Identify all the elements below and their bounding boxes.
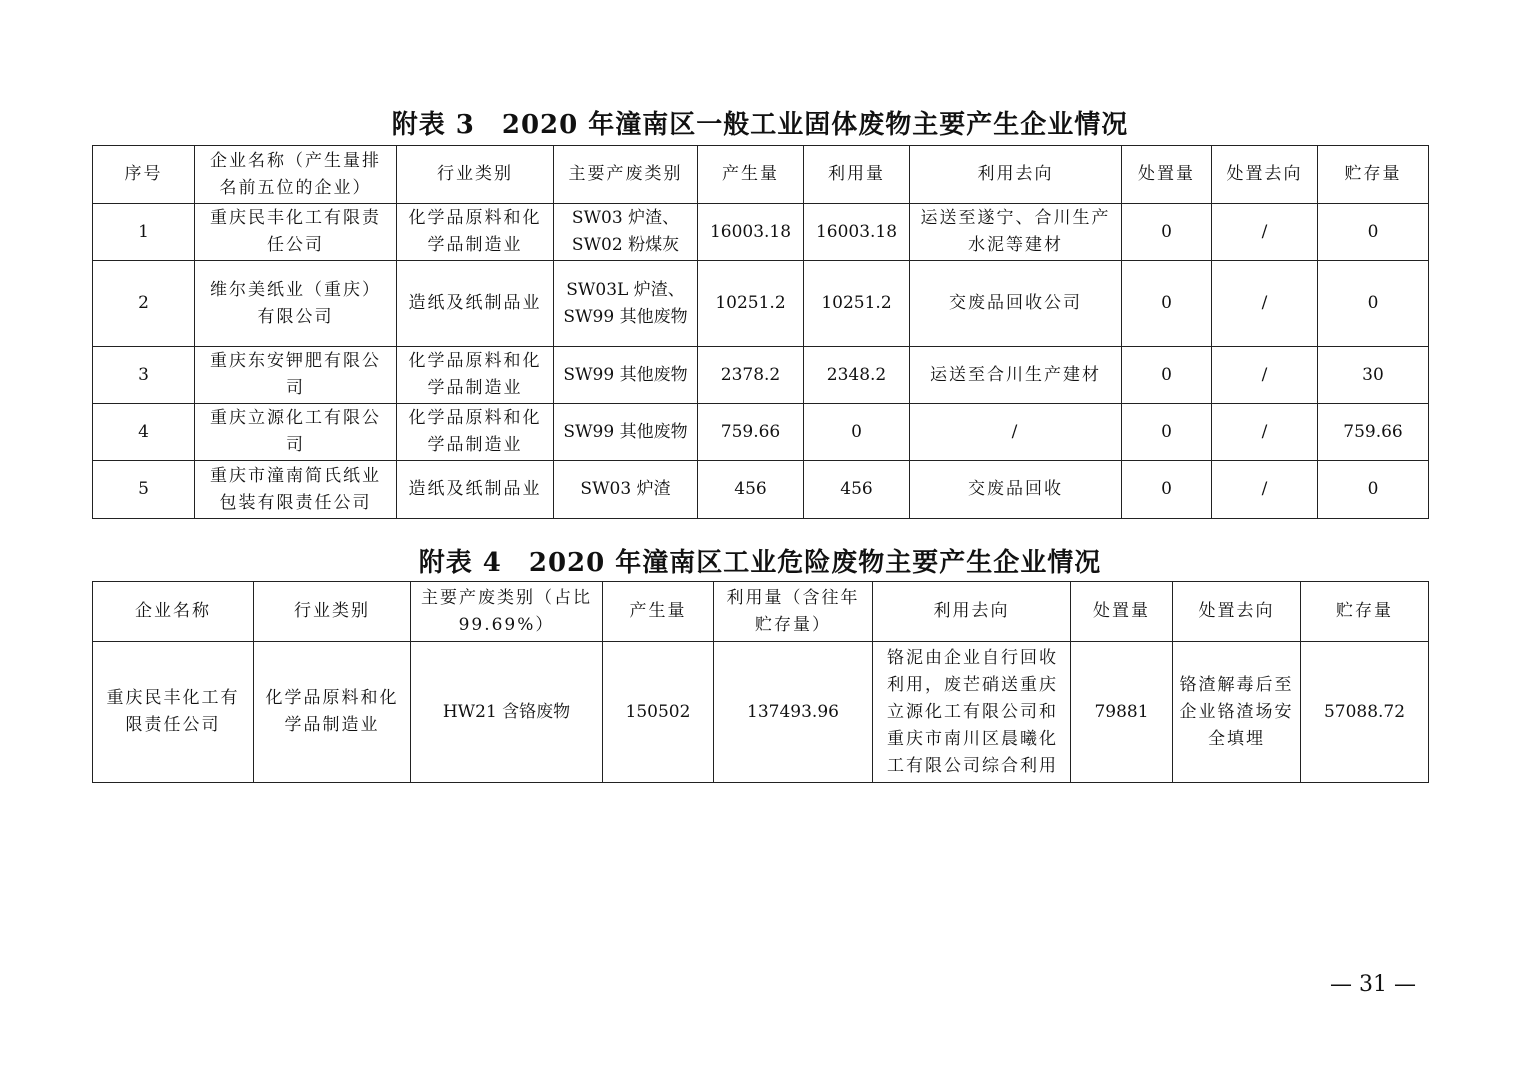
cell-waste-type: SW99 其他废物 xyxy=(554,347,698,404)
cell-disposed: 0 xyxy=(1122,347,1212,404)
cell-disposal-dest: / xyxy=(1212,204,1318,261)
col-header-disposal-dest: 处置去向 xyxy=(1173,582,1301,642)
cell-utilization-dest: 运送至遂宁、合川生产水泥等建材 xyxy=(910,204,1122,261)
cell-seq: 3 xyxy=(93,347,195,404)
cell-generated: 2378.2 xyxy=(698,347,804,404)
cell-disposed: 79881 xyxy=(1071,642,1173,783)
cell-company: 重庆民丰化工有限责任公司 xyxy=(93,642,254,783)
cell-seq: 5 xyxy=(93,461,195,519)
cell-disposal-dest: 铬渣解毒后至企业铬渣场安全填埋 xyxy=(1173,642,1301,783)
col-header-seq: 序号 xyxy=(93,146,195,204)
cell-company: 重庆市潼南简氏纸业包装有限责任公司 xyxy=(195,461,397,519)
table3 xyxy=(92,145,1429,519)
cell-generated: 150502 xyxy=(603,642,714,783)
cell-stored: 30 xyxy=(1318,347,1429,404)
table3-header-row xyxy=(93,146,1429,204)
cell-generated: 456 xyxy=(698,461,804,519)
cell-disposal-dest: / xyxy=(1212,347,1318,404)
cell-waste-type: HW21 含铬废物 xyxy=(411,642,603,783)
col-header-industry: 行业类别 xyxy=(397,146,554,204)
cell-disposed: 0 xyxy=(1122,461,1212,519)
cell-utilization-dest: 运送至合川生产建材 xyxy=(910,347,1122,404)
cell-disposal-dest: / xyxy=(1212,261,1318,347)
table-row xyxy=(93,642,1429,783)
table-row xyxy=(93,204,1429,261)
cell-utilized: 0 xyxy=(804,404,910,461)
col-header-waste-type: 主要产废类别 xyxy=(554,146,698,204)
col-header-stored: 贮存量 xyxy=(1318,146,1429,204)
cell-disposal-dest: / xyxy=(1212,404,1318,461)
col-header-generated: 产生量 xyxy=(603,582,714,642)
cell-disposed: 0 xyxy=(1122,204,1212,261)
table-row xyxy=(93,261,1429,347)
cell-stored: 759.66 xyxy=(1318,404,1429,461)
cell-utilization-dest: 交废品回收 xyxy=(910,461,1122,519)
cell-utilization-dest: 交废品回收公司 xyxy=(910,261,1122,347)
table-row xyxy=(93,347,1429,404)
cell-stored: 57088.72 xyxy=(1301,642,1429,783)
table-row xyxy=(93,461,1429,519)
cell-waste-type: SW03 炉渣、SW02 粉煤灰 xyxy=(554,204,698,261)
cell-company: 重庆民丰化工有限责任公司 xyxy=(195,204,397,261)
cell-industry: 化学品原料和化学品制造业 xyxy=(397,347,554,404)
cell-seq: 4 xyxy=(93,404,195,461)
table4 xyxy=(92,581,1429,783)
col-header-stored: 贮存量 xyxy=(1301,582,1429,642)
cell-utilized: 137493.96 xyxy=(714,642,873,783)
col-header-industry: 行业类别 xyxy=(254,582,411,642)
cell-utilized: 456 xyxy=(804,461,910,519)
cell-disposed: 0 xyxy=(1122,404,1212,461)
col-header-utilization-dest: 利用去向 xyxy=(873,582,1071,642)
col-header-company: 企业名称（产生量排名前五位的企业） xyxy=(195,146,397,204)
cell-generated: 16003.18 xyxy=(698,204,804,261)
cell-utilized: 2348.2 xyxy=(804,347,910,404)
cell-stored: 0 xyxy=(1318,204,1429,261)
table4-header-row xyxy=(93,582,1429,642)
cell-industry: 造纸及纸制品业 xyxy=(397,261,554,347)
col-header-company: 企业名称 xyxy=(93,582,254,642)
cell-company: 重庆立源化工有限公司 xyxy=(195,404,397,461)
col-header-utilization-dest: 利用去向 xyxy=(910,146,1122,204)
col-header-disposed: 处置量 xyxy=(1122,146,1212,204)
table4-title: 附表 4 2020 年潼南区工业危险废物主要产生企业情况 xyxy=(418,548,1102,578)
cell-seq: 2 xyxy=(93,261,195,347)
cell-company: 维尔美纸业（重庆）有限公司 xyxy=(195,261,397,347)
cell-utilized: 10251.2 xyxy=(804,261,910,347)
cell-utilized: 16003.18 xyxy=(804,204,910,261)
cell-stored: 0 xyxy=(1318,261,1429,347)
col-header-utilized: 利用量（含往年贮存量） xyxy=(714,582,873,642)
cell-disposal-dest: / xyxy=(1212,461,1318,519)
cell-generated: 10251.2 xyxy=(698,261,804,347)
cell-company: 重庆东安钾肥有限公司 xyxy=(195,347,397,404)
cell-waste-type: SW03 炉渣 xyxy=(554,461,698,519)
cell-generated: 759.66 xyxy=(698,404,804,461)
cell-waste-type: SW99 其他废物 xyxy=(554,404,698,461)
cell-stored: 0 xyxy=(1318,461,1429,519)
cell-utilization-dest: / xyxy=(910,404,1122,461)
table-row xyxy=(93,404,1429,461)
col-header-waste-type: 主要产废类别（占比99.69%） xyxy=(411,582,603,642)
cell-waste-type: SW03L 炉渣、SW99 其他废物 xyxy=(554,261,698,347)
col-header-disposed: 处置量 xyxy=(1071,582,1173,642)
cell-industry: 化学品原料和化学品制造业 xyxy=(397,404,554,461)
cell-seq: 1 xyxy=(93,204,195,261)
cell-industry: 化学品原料和化学品制造业 xyxy=(254,642,411,783)
col-header-disposal-dest: 处置去向 xyxy=(1212,146,1318,204)
col-header-utilized: 利用量 xyxy=(804,146,910,204)
col-header-generated: 产生量 xyxy=(698,146,804,204)
cell-utilization-dest: 铬泥由企业自行回收利用，废芒硝送重庆立源化工有限公司和重庆市南川区晨曦化工有限公司综合利用 xyxy=(873,642,1071,783)
page-number: — 31 — xyxy=(1330,972,1416,997)
cell-industry: 化学品原料和化学品制造业 xyxy=(397,204,554,261)
cell-industry: 造纸及纸制品业 xyxy=(397,461,554,519)
table3-title: 附表 3 2020 年潼南区一般工业固体废物主要产生企业情况 xyxy=(391,110,1129,140)
cell-disposed: 0 xyxy=(1122,261,1212,347)
